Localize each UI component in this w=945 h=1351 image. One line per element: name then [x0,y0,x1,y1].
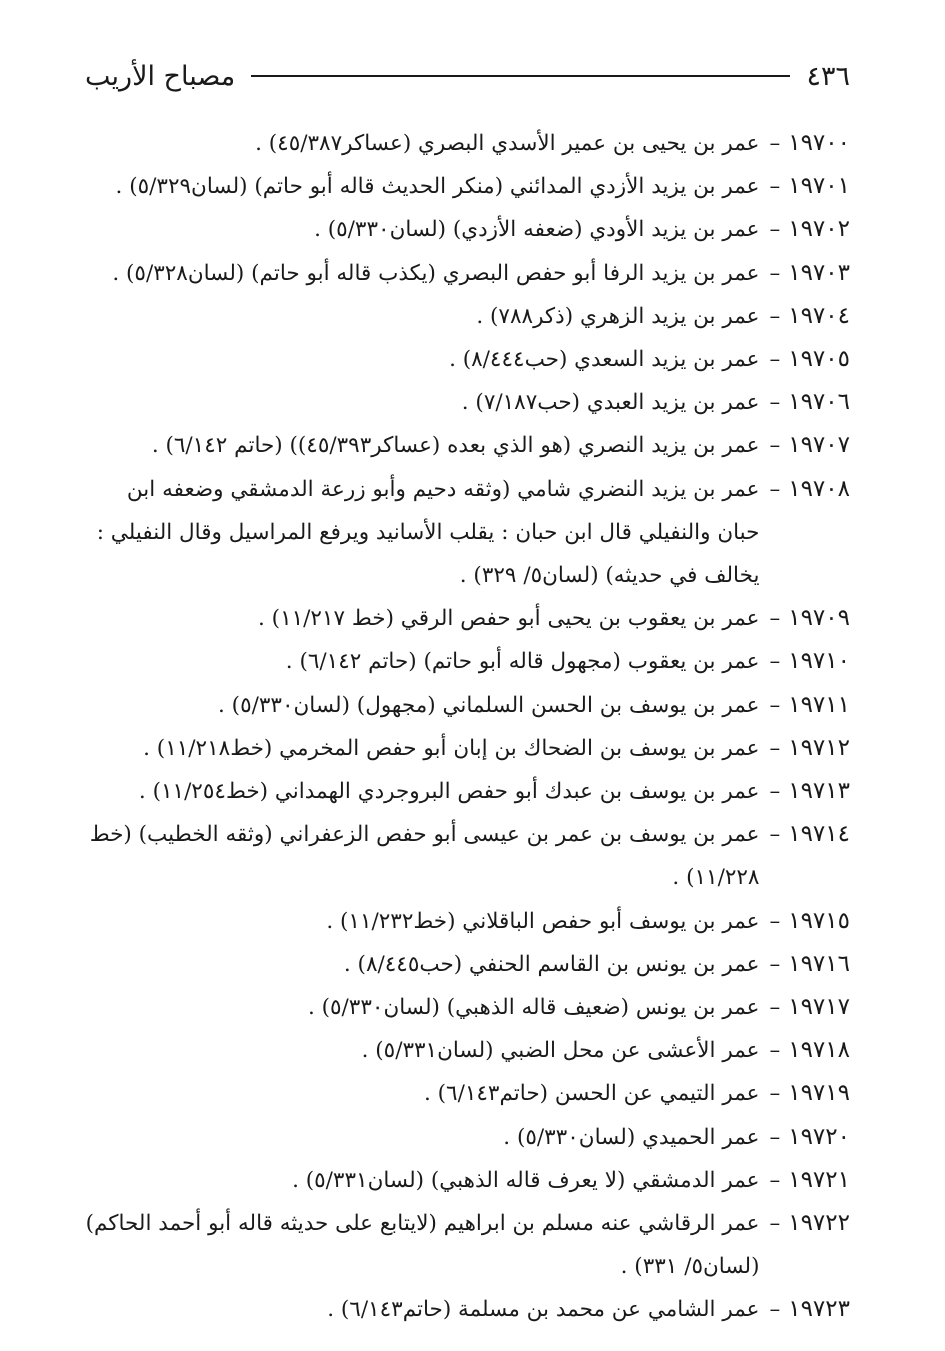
list-item [78,727,850,770]
list-item [78,684,850,727]
entry-separator: – [769,908,781,934]
entry-separator: – [769,1297,781,1323]
entry-text: عمر بن يزيد النصري (هو الذي بعده (عساكر٤٥/٣٩٣)) (حاتم ٦/١٤٢) . [151,433,760,459]
list-item [78,640,850,683]
entry-number: ١٩٧٢٣ [788,1296,850,1323]
entry-number: ١٩٧٠٦ [788,389,850,416]
list-item [78,597,850,640]
list-item [78,1072,850,1115]
list-item [78,986,850,1029]
entry-separator: – [769,1038,781,1064]
entry-separator: – [769,260,781,286]
entry-number: ١٩٧٢٢ [788,1210,850,1237]
entry-number: ١٩٧٢٠ [788,1123,850,1150]
entry-text: عمر بن يونس بن القاسم الحنفي (حب٨/٤٤٥) . [343,951,760,977]
list-item [78,381,850,424]
page-number: ٤٣٦ [806,60,850,92]
list-item [78,122,850,165]
entry-separator: – [769,779,781,805]
entry-number: ١٩٧١٨ [788,1037,850,1064]
entry-separator: – [769,1124,781,1150]
entry-number: ١٩٧١٤ [788,821,850,848]
list-item [78,1116,850,1159]
entry-number: ١٩٧٠٥ [788,346,850,373]
entry-text: عمر الحميدي (لسان٥/٣٣٠) . [503,1124,760,1150]
entry-separator: – [769,217,781,243]
entry-separator: – [769,1081,781,1107]
entry-text: عمر الشامي عن محمد بن مسلمة (حاتم٦/١٤٣) . [327,1297,760,1323]
entry-number: ١٩٧١٠ [788,648,850,675]
entry-text: عمر بن يزيد السعدي (حب٨/٤٤٤) . [449,347,760,373]
entry-separator: – [769,131,781,156]
list-item [78,943,850,986]
entry-number: ١٩٧١٧ [788,994,850,1021]
list-item [78,208,850,251]
entry-separator: – [769,951,781,977]
entry-separator: – [769,649,781,675]
list-item [78,770,850,813]
entry-text: عمر بن يعقوب بن يحيى أبو حفص الرقي (خط ١١/٢١٧) . [258,606,760,632]
list-item [78,338,850,381]
entry-separator: – [769,822,781,848]
entry-text: عمر الرقاشي عنه مسلم بن ابراهيم (لايتابع على حديثه قاله أبو أحمد الحاكم) (لسان٥/ ٣٣١) . [85,1211,760,1280]
entry-number: ١٩٧٠٣ [788,259,850,286]
list-item [78,1202,850,1288]
entry-separator: – [769,347,781,373]
list-item [78,1159,850,1202]
entry-separator: – [769,174,781,200]
entry-number: ١٩٧١٦ [788,950,850,977]
entry-text: عمر بن يونس (ضعيف قاله الذهبي) (لسان٥/٣٣٠) . [307,995,760,1021]
entry-number: ١٩٧٠٠ [788,130,850,156]
entry-text: عمر بن يوسف بن الحسن السلماني (مجهول) (لسان٥/٣٣٠) . [218,692,760,718]
entry-number: ١٩٧١٢ [788,734,850,761]
list-item [78,165,850,208]
entry-separator: – [769,476,781,502]
entry-text: عمر التيمي عن الحسن (حاتم٦/١٤٣) . [423,1081,760,1107]
entry-text: عمر بن يحيى بن عمير الأسدي البصري (عساكر٤٥/٣٨٧) . [255,131,760,156]
entry-number: ١٩٧٠٧ [788,432,850,459]
entry-separator: – [769,735,781,761]
entry-separator: – [769,995,781,1021]
list-item [78,295,850,338]
entry-text: عمر بن يزيد الرفا أبو حفص البصري (يكذب قاله أبو حاتم) (لسان٥/٣٢٨) . [112,260,760,286]
list-item [78,813,850,899]
page-header [85,56,850,96]
entry-text: عمر بن يزيد الأزدي المدائني (منكر الحديث قاله أبو حاتم) (لسان٥/٣٢٩) . [115,174,760,200]
header-rule [251,75,790,77]
entry-text: عمر بن يوسف بن الضحاك بن إبان أبو حفص المخرمي (خط١١/٢١٨) . [143,735,760,761]
entry-number: ١٩٧٠٤ [788,302,850,329]
list-item [78,252,850,295]
entry-number: ١٩٧١١ [788,691,850,718]
entry-text: عمر بن يوسف أبو حفص الباقلاني (خط١١/٢٣٢) . [326,908,760,934]
entry-text: عمر بن يعقوب (مجهول قاله أبو حاتم) (حاتم ٦/١٤٢) . [285,649,760,675]
entry-number: ١٩٧١٣ [788,778,850,805]
entry-separator: – [769,606,781,632]
entry-separator: – [769,1167,781,1193]
entry-separator: – [769,433,781,459]
entry-number: ١٩٧٠٢ [788,216,850,243]
entry-text: عمر بن يزيد العبدي (حب٧/١٨٧) . [461,390,760,416]
entry-text: عمر بن يوسف بن عبدك أبو حفص البروجردي الهمداني (خط١١/٢٥٤) . [138,779,760,805]
list-item [78,900,850,943]
entry-text: عمر بن يزيد الأودي (ضعفه الأزدي) (لسان٥/٣٣٠) . [314,217,760,243]
entry-text: عمر بن يوسف بن عمر بن عيسى أبو حفص الزعفراني (وثقه الخطيب) (خط ١١/٢٢٨) . [89,822,760,891]
entry-number: ١٩٧١٥ [788,907,850,934]
entry-separator: – [769,390,781,416]
entries-list [78,122,850,1332]
entry-text: عمر بن يزيد النضري شامي (وثقه دحيم وأبو زرعة الدمشقي وضعفه ابن حبان والنفيلي قال ابن حبان : يقلب الأسانيد ويرفع المراسيل وقال النفيلي : يخالف في حديثه) (لسان٥/ ٣٢٩) . [96,476,760,589]
entry-separator: – [769,1211,781,1237]
entry-text: عمر بن يزيد الزهري (ذكر٧٨٨) . [476,303,760,329]
entry-text: عمر الدمشقي (لا يعرف قاله الذهبي) (لسان٥/٣٣١) . [292,1167,760,1193]
entry-number: ١٩٧١٩ [788,1080,850,1107]
book-title: مصباح الأريب [85,60,236,92]
entry-number: ١٩٧٢١ [788,1166,850,1193]
entry-number: ١٩٧٠٩ [788,605,850,632]
list-item [78,468,850,598]
list-item [78,1288,850,1331]
entry-number: ١٩٧٠٨ [788,475,850,502]
entry-separator: – [769,692,781,718]
entry-text: عمر الأعشى عن محل الضبي (لسان٥/٣٣١) . [361,1038,760,1064]
list-item [78,1029,850,1072]
entry-number: ١٩٧٠١ [788,173,850,200]
entry-separator: – [769,303,781,329]
list-item [78,424,850,467]
